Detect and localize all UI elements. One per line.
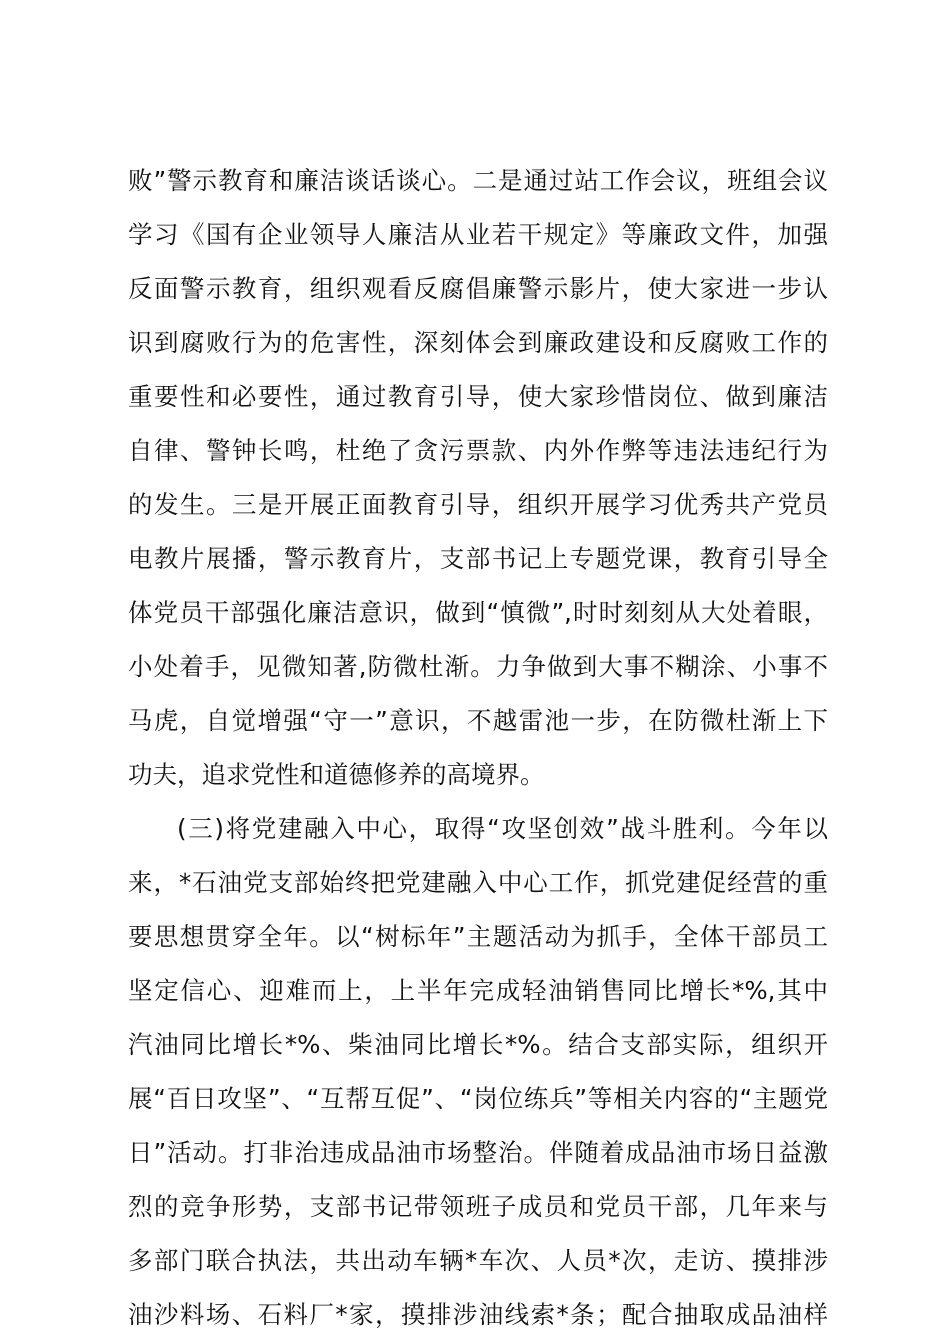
text-line: 小处着手，见微知著,防微杜渐。力争做到大事不糊涂、小事不 <box>128 652 828 681</box>
text-line: 要思想贯穿全年。以“树标年”主题活动为抓手，全体干部员工 <box>128 922 828 951</box>
text-line: 败”警示教育和廉洁谈话谈心。二是通过站工作会议，班组会议 <box>128 166 828 195</box>
text-line: 展“百日攻坚”、“互帮互促”、“岗位练兵”等相关内容的“主题党 <box>128 1084 828 1113</box>
text-line: 反面警示教育，组织观看反腐倡廉警示影片，使大家进一步认 <box>128 274 828 303</box>
text-line: 电教片展播，警示教育片，支部书记上专题党课，教育引导全 <box>128 544 828 573</box>
text-line: 学习《国有企业领导人廉洁从业若干规定》等廉政文件，加强 <box>128 220 828 249</box>
text-line: 重要性和必要性，通过教育引导，使大家珍惜岗位、做到廉洁 <box>128 382 828 411</box>
text-line: 马虎，自觉增强“守一”意识，不越雷池一步，在防微杜渐上下 <box>128 706 828 735</box>
text-line: 烈的竞争形势，支部书记带领班子成员和党员干部，几年来与 <box>128 1192 828 1221</box>
text-line: 多部门联合执法，共出动车辆*车次、人员*次，走访、摸排涉 <box>128 1246 828 1275</box>
section-heading-line: (三)将党建融入中心，取得“攻坚创效”战斗胜利。今年以 <box>177 814 828 843</box>
text-line: 油沙料场、石料厂*家，摸排涉油线索*条；配合抽取成品油样 <box>128 1300 828 1329</box>
text-line: 坚定信心、迎难而上，上半年完成轻油销售同比增长*%,其中 <box>128 976 828 1005</box>
text-line: 体党员干部强化廉洁意识，做到“慎微”,时时刻刻从大处着眼， <box>128 598 828 627</box>
text-line: 的发生。三是开展正面教育引导，组织开展学习优秀共产党员 <box>128 490 828 519</box>
document-body <box>128 154 828 1342</box>
text-line: 汽油同比增长*%、柴油同比增长*%。结合支部实际，组织开 <box>128 1030 828 1059</box>
text-line: 日”活动。打非治违成品油市场整治。伴随着成品油市场日益激 <box>128 1138 828 1167</box>
text-line: 来，*石油党支部始终把党建融入中心工作，抓党建促经营的重 <box>128 868 828 897</box>
text-line: 识到腐败行为的危害性，深刻体会到廉政建设和反腐败工作的 <box>128 328 828 357</box>
paragraph-end-line: 功夫，追求党性和道德修养的高境界。 <box>128 760 545 789</box>
text-line: 自律、警钟长鸣，杜绝了贪污票款、内外作弊等违法违纪行为 <box>128 436 828 465</box>
